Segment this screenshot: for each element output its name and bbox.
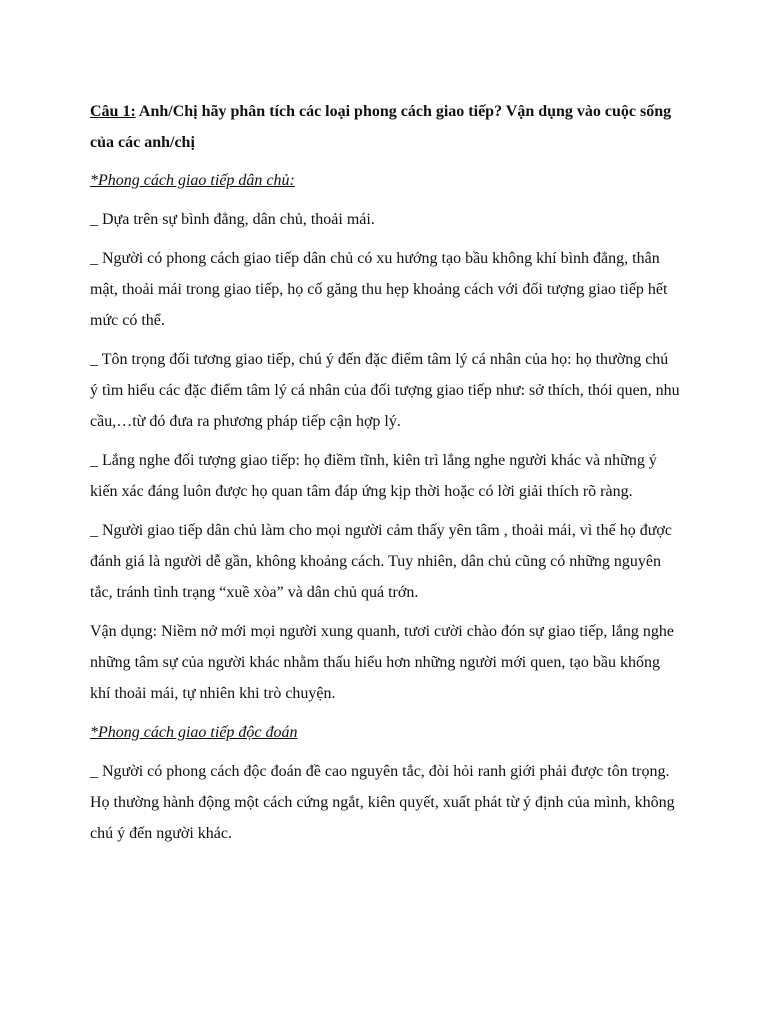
paragraph: _ Người có phong cách độc đoán đề cao nguyên tắc, đòi hỏi ranh giới phải được tôn trọng. Họ thường hành động một cách cứng ngắt, kiên quyết, xuất phát từ ý định của mình, không chú ý đến người khác. bbox=[90, 763, 675, 842]
document-page bbox=[90, 96, 680, 857]
paragraph: _ Người có phong cách giao tiếp dân chủ có xu hướng tạo bầu không khí bình đẳng, thân mật, thoải mái trong giao tiếp, họ cố găng thu hẹp khoảng cách với đối tượng giao tiếp hết mức có thể. bbox=[90, 250, 668, 329]
paragraph: _ Người giao tiếp dân chủ làm cho mọi người cảm thấy yên tâm , thoải mái, vì thế họ được đánh giá là người dễ gần, không khoảng cách. Tuy nhiên, dân chủ cũng có những nguyên tắc, tránh tình trạng “xuề xòa” và dân chủ quá trớn. bbox=[90, 522, 672, 601]
question-text: Anh/Chị hãy phân tích các loại phong cách giao tiếp? Vận dụng vào cuộc sống của các anh/chị bbox=[90, 103, 672, 151]
section-heading-democratic: *Phong cách giao tiếp dân chủ: bbox=[90, 172, 295, 189]
paragraph: _ Lắng nghe đối tượng giao tiếp: họ điềm tĩnh, kiên trì lắng nghe người khác và những ý kiến xác đáng luôn được họ quan tâm đáp ứng kịp thời hoặc có lời giải thích rõ ràng. bbox=[90, 452, 657, 500]
paragraph: _ Tôn trọng đối tương giao tiếp, chú ý đến đặc điểm tâm lý cá nhân của họ: họ thường chú ý tìm hiểu các đặc điểm tâm lý cá nhân của đối tượng giao tiếp như: sở thích, thói quen, nhu cầu,…từ đó đưa ra phương pháp tiếp cận hợp lý. bbox=[90, 351, 680, 430]
section-heading-authoritarian: *Phong cách giao tiếp độc đoán bbox=[90, 724, 298, 741]
question-label: Câu 1: bbox=[90, 103, 136, 120]
question-title bbox=[90, 96, 680, 158]
paragraph: _ Dựa trên sự bình đẳng, dân chủ, thoải mái. bbox=[90, 211, 375, 228]
application-paragraph: Vận dụng: Niềm nở mới mọi người xung quanh, tươi cười chào đón sự giao tiếp, lắng nghe những tâm sự của người khác nhằm thấu hiểu hơn những người mới quen, tạo bầu khống khí thoải mái, tự nhiên khi trò chuyện. bbox=[90, 623, 675, 702]
